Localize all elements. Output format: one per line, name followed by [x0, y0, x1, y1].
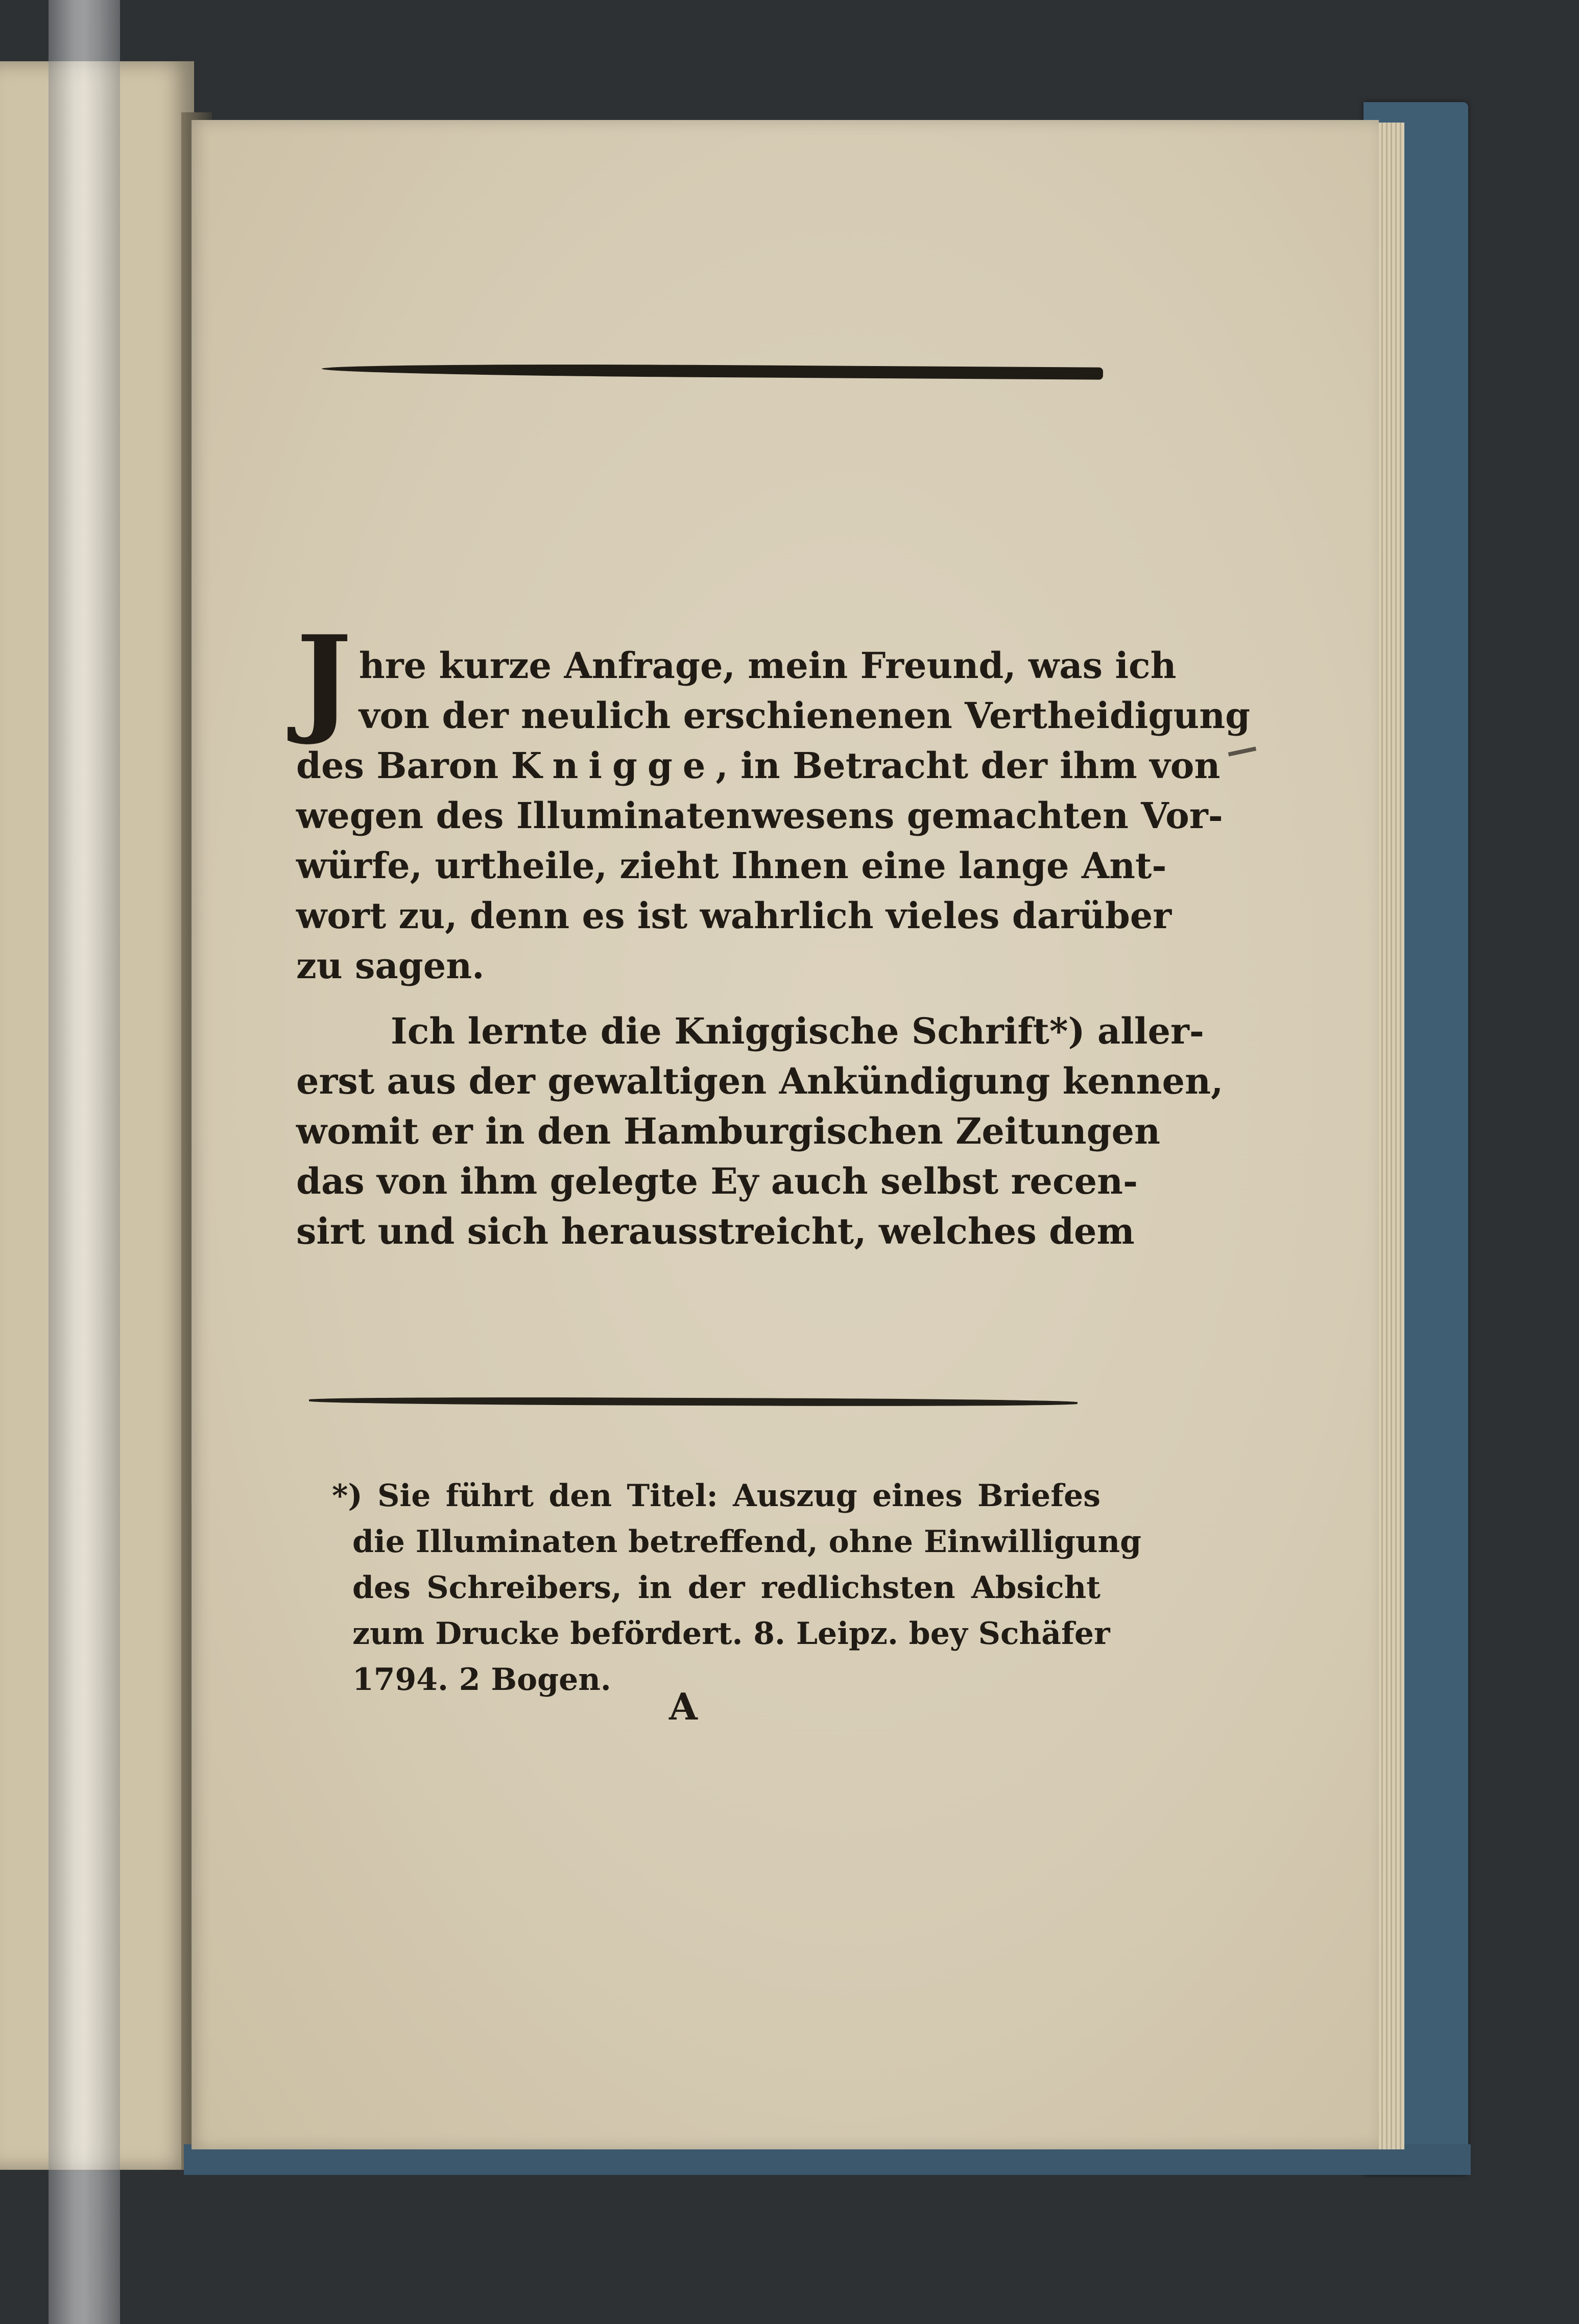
footnote-line: *) Sie führt den Titel: Auszug eines Briefes [332, 1478, 1100, 1514]
text-line: womit er in den Hamburgischen Zeitungen [296, 1110, 1160, 1152]
text-line: wegen des Illuminatenwesens gemachten Vor- [296, 794, 1223, 837]
glass-clamp [49, 0, 120, 2324]
main-text-block [296, 610, 1251, 1256]
text-line: von der neulich erschienenen Vertheidigung [358, 694, 1251, 737]
name-knigge: Knigge [511, 744, 716, 787]
footnote-line: zum Drucke befördert. 8. Leipz. bey Schäfer [352, 1616, 1110, 1652]
footnote-line: die Illuminaten betreffend, ohne Einwilligung [352, 1524, 1142, 1560]
paragraph-1 [296, 610, 1251, 991]
text-line: würfe, urtheile, zieht Ihnen eine lange Ant- [296, 844, 1167, 887]
text-line: erst aus der gewaltigen Ankündigung kennen, [296, 1060, 1224, 1102]
printer-signature-mark: A [669, 1685, 698, 1728]
paragraph-2 [296, 1006, 1224, 1256]
text-line: wort zu, denn es ist wahrlich vieles darüber [296, 894, 1172, 937]
footnote-line: des Schreibers, in der redlichsten Absicht [352, 1570, 1100, 1606]
drop-cap-initial: J [296, 610, 352, 748]
text-line: des Baron Knigge, in Betracht der ihm von [296, 744, 1221, 787]
text-line: das von ihm gelegte Ey auch selbst recen- [296, 1160, 1138, 1202]
footnote [332, 1473, 1142, 1703]
text-line: zu sagen. [296, 945, 485, 987]
text-line: sirt und sich herausstreicht, welches dem [296, 1210, 1135, 1252]
text-line: hre kurze Anfrage, mein Freund, was ich [358, 644, 1177, 687]
text-line: Ich lernte die Kniggische Schrift*) aller- [391, 1010, 1204, 1052]
footnote-line: 1794. 2 Bogen. [352, 1662, 611, 1698]
